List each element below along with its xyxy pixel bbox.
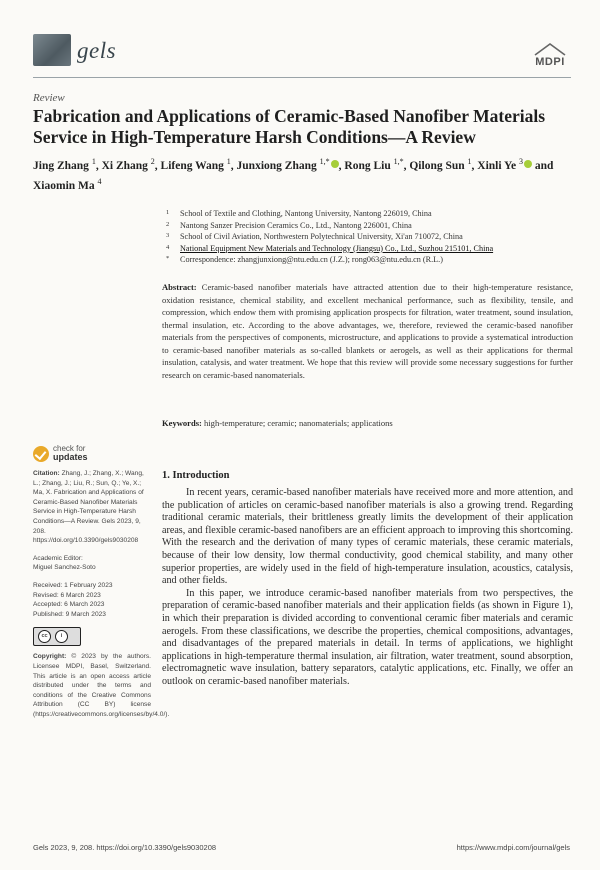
check-top-label: check for <box>53 444 86 453</box>
affiliation-item <box>162 220 572 232</box>
affiliation-item <box>162 231 572 243</box>
author-affiliation-marker: 1 <box>91 157 96 166</box>
author-name: Xinli Ye $^3$ <box>477 160 532 172</box>
affiliation-item <box>162 208 572 220</box>
copyright-label: Copyright: <box>33 653 67 661</box>
journal-logo-icon <box>33 34 71 66</box>
citation <box>33 469 151 546</box>
keywords <box>162 417 573 429</box>
abstract-text: Ceramic-based nanofiber materials have attracted attention due to their high-temperature resistance, oxidation resistance, chemical stability, and excellent mechanical performance, such as flexibility, tensile, and compression, which endow them with promising application prospects for filtration, water treatment, sound insulation, thermal insulation, etc. According to the above advantages, we, therefore, reviewed the ceramic-based nanofiber materials from the perspectives of components, microstructure, and applications to provide a systematical introduction to ceramic-based nanofiber materials as so-called blankets or aerogels, as well as their applications for thermal insulation, catalysis, and water treatment. We hope that this review will provide some necessary suggestions for further research on ceramic-based nanomaterials. <box>162 282 573 380</box>
date-revised: Revised: 6 March 2023 <box>33 591 101 599</box>
cc-by-license-icon[interactable] <box>33 627 81 646</box>
author-affiliation-marker: 3 <box>519 157 524 166</box>
date-published: Published: 9 March 2023 <box>33 610 106 618</box>
by-glyph: i <box>55 630 68 643</box>
author-name: Xi Zhang $^2$ <box>101 157 155 172</box>
author-affiliation-marker: 4 <box>97 176 102 186</box>
affiliation-text: School of Civil Aviation, Northwestern Polytechnical University, Xi'an 710072, China <box>180 232 463 242</box>
author-name: Xiaomin Ma $^4$ <box>33 176 102 192</box>
affiliation-item <box>162 254 572 266</box>
journal-name: gels <box>77 38 117 63</box>
author-name: Lifeng Wang $^1$ <box>160 157 231 172</box>
academic-editor <box>33 554 151 573</box>
publisher-name: MDPI <box>535 56 565 68</box>
editor-label: Academic Editor: <box>33 554 83 562</box>
sidebar <box>33 469 170 727</box>
affiliation-number: 1 <box>166 209 170 216</box>
citation-text: Zhang, J.; Zhang, X.; Wang, L.; Zhang, J.; Liu, R.; Sun, Q.; Ye, X.; Ma, X. Fabrication and Applications of Ceramic-Based Nanofiber Materials Service in High-Temperature Harsh Conditions—A Review. Gels 2023, 9, 208. https://doi.org/10.3390/gels9030208 <box>33 470 144 545</box>
author-affiliation-marker: 1,* <box>319 157 330 166</box>
affiliation-item <box>162 243 572 255</box>
check-bottom-label: updates <box>53 452 88 462</box>
abstract <box>162 281 573 381</box>
section-heading-introduction: 1. Introduction <box>162 470 230 481</box>
date-accepted: Accepted: 6 March 2023 <box>33 601 105 609</box>
editor-name: Miguel Sanchez-Soto <box>33 564 96 572</box>
check-mark-icon <box>33 446 49 462</box>
header-divider <box>33 77 571 78</box>
author-name: Rong Liu $^{1,*}$ <box>344 157 404 172</box>
author-affiliation-marker: 2 <box>150 157 155 166</box>
affiliation-number: 4 <box>166 243 170 251</box>
author-affiliation-marker: 1 <box>226 157 231 166</box>
author-affiliation-marker: 1,* <box>393 157 404 166</box>
cc-glyph: cc <box>38 630 51 643</box>
affiliation-text: School of Textile and Clothing, Nantong University, Nantong 226019, China <box>180 209 432 218</box>
intro-paragraph-1: In recent years, ceramic-based nanofiber materials have received more and more attention, and the publication of articles on ceramic-based nanofiber materials is also a growing trend. Regarding traditional ceramic materials, their brittleness greatly limits the development of their application areas, and flexible ceramic-based nanofibers are an efficient approach to improving this shortcoming. With the research and the derivation of many types of ceramic materials, these ceramic materials, because of their low density, low thermal conductivity, good chemical stability, and many other superior properties, are widely used in the field of high-temperature insulation, acoustics, catalysis, and other fields. <box>162 487 573 587</box>
intro-paragraph-2: In this paper, we introduce ceramic-based nanofiber materials from two perspectives, the preparation of ceramic-based nanofiber materials and their application fields (as shown in Figure 1), in which their preparation is divided according to conventional ceramic fiber materials and ceramic aerogels. From these classifications, we describe the properties, chemical compositions, advantages, and disadvantages of the prepared materials in detail. In terms of applications, we highlight applications in high-temperature thermal insulation, air filtration, water treatment, sound absorption, electromagnetic wave insulation, battery separators, catalytic applications, etc. Finally, we offer an outlook on ceramic-based nanofiber materials. <box>162 587 573 687</box>
orcid-icon[interactable] <box>524 160 532 168</box>
orcid-icon[interactable] <box>331 160 339 168</box>
affiliation-number: * <box>166 255 170 263</box>
affiliation-text: Nantong Sanzer Precision Ceramics Co., Ltd., Nantong 226001, China <box>180 220 412 230</box>
copyright-text: © 2023 by the authors. Licensee MDPI, Basel, Switzerland. This article is an open access article distributed under the terms and conditions of the Creative Commons Attribution (CC BY) license (https://creativecommons.org/licenses/by/4.0/). <box>33 653 170 718</box>
introduction-body <box>162 487 573 689</box>
author-name: Jing Zhang $^1$ <box>33 157 96 172</box>
copyright <box>33 652 170 719</box>
keywords-label: Keywords: <box>162 418 202 428</box>
date-received: Received: 1 February 2023 <box>33 581 113 589</box>
dates <box>33 581 151 619</box>
author-name: Junxiong Zhang $^{1,*}$ <box>237 160 339 172</box>
author-list: Jing Zhang $^1$, Xi Zhang $^2$, Lifeng Wang $^1$, Junxiong Zhang $^{1,*}$ , Rong Liu $^{1,*}$, Qilong Sun $^1$, Xinli Ye $^3$ and Xiaomin Ma $^4$ <box>33 157 554 192</box>
citation-label: Citation: <box>33 470 60 477</box>
affiliation-number: 2 <box>166 220 170 228</box>
author-name: Qilong Sun $^1$ <box>409 157 472 172</box>
affiliations <box>162 208 572 266</box>
affiliation-number: 3 <box>166 232 170 240</box>
article-type: Review <box>33 92 65 104</box>
affiliation-text: Correspondence: zhangjunxiong@ntu.edu.cn (J.Z.); rong063@ntu.edu.cn (R.L.) <box>180 255 443 265</box>
article-title: Fabrication and Applications of Ceramic-Based Nanofiber Materials Service in High-Temperature Harsh Conditions—A Review <box>33 106 546 147</box>
author-affiliation-marker: 1 <box>467 157 472 166</box>
footer-journal-link[interactable]: https://www.mdpi.com/journal/gels <box>456 843 570 852</box>
affiliation-text: National Equipment New Materials and Technology (Jiangsu) Co., Ltd., Suzhou 215101, China <box>180 243 494 253</box>
abstract-label: Abstract: <box>162 282 197 292</box>
publisher-logo <box>532 42 568 68</box>
footer-citation: Gels 2023, 9, 208. https://doi.org/10.3390/gels9030208 <box>33 843 217 852</box>
keywords-text: high-temperature; ceramic; nanomaterials; applications <box>204 418 393 428</box>
check-for-updates-badge[interactable] <box>33 446 153 466</box>
